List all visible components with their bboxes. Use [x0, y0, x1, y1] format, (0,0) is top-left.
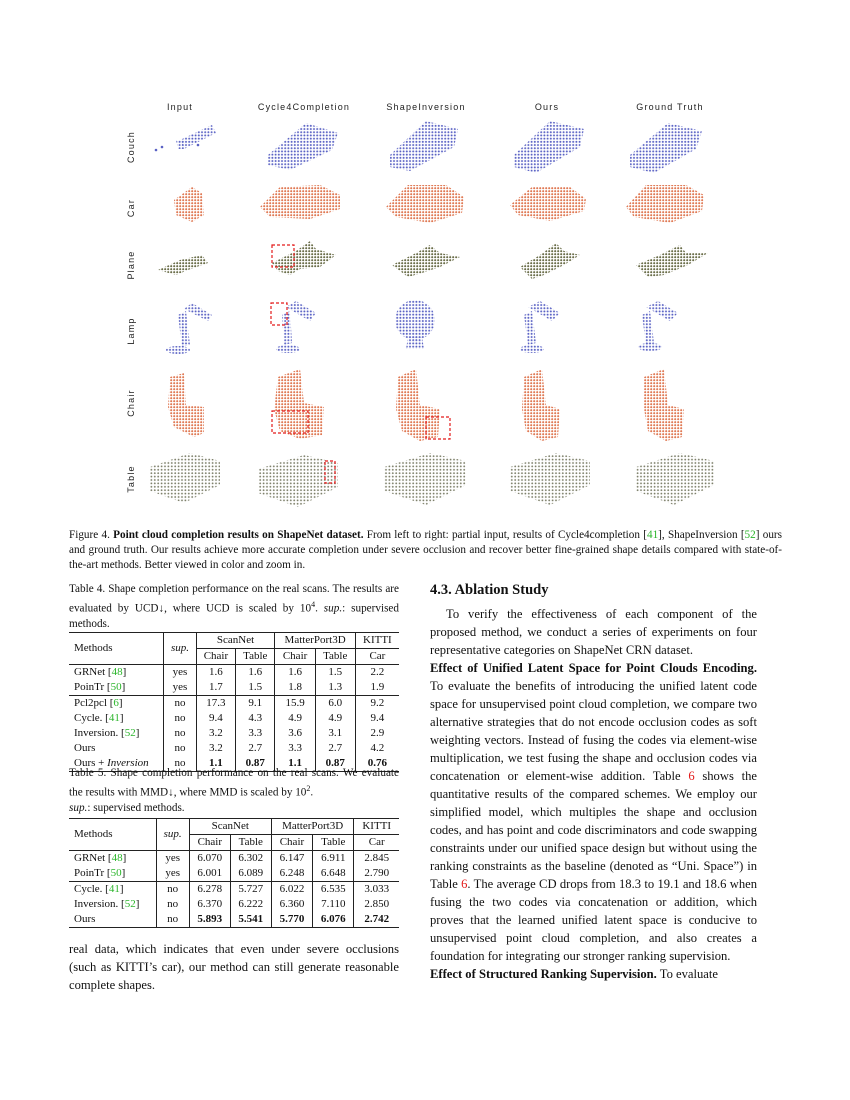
table-4: [69, 632, 399, 772]
method-name: PoinTr [: [74, 867, 111, 879]
table-cycle4completion-shape: [258, 455, 338, 507]
table-4-caption-text: Table 4. Shape completion performance on the real scans. The results are evaluated by UCD↓, where UCD is scaled by 10: [69, 583, 399, 615]
car-input-shape: [174, 187, 204, 222]
table-4-caption-text-2: .: [315, 602, 324, 615]
paragraph-text: To evaluate: [659, 967, 718, 981]
value-cell: 6.070: [189, 851, 230, 867]
plane-ground-truth-shape: [636, 245, 708, 277]
row-label-lamp: Lamp: [126, 317, 136, 345]
value-cell: 1.6: [236, 665, 275, 681]
value-cell: 9.2: [355, 696, 399, 712]
citation-link[interactable]: 41: [646, 529, 659, 541]
header-chair: Chair: [196, 649, 235, 665]
sup-cell: no: [164, 711, 196, 726]
table-5: [69, 818, 399, 928]
table-5-caption-text: Table 5. Shape completion performance on the real scans. We evaluate the results with MMD↓, where MMD is scaled by 10: [69, 767, 399, 799]
table-row: PoinTr [50] yes 1.7 1.5 1.8 1.3 1.9: [69, 680, 399, 696]
method-name: Pcl2pcl [: [74, 697, 114, 709]
lamp-row: [166, 300, 678, 354]
table-row: GRNet [48] yes 1.6 1.6 1.6 1.5 2.2: [69, 665, 399, 681]
plane-input-shape: [158, 255, 208, 275]
car-shapeinversion-shape: [386, 185, 464, 223]
paragraph-text: shows the quantitative results of the compared schemes. We employ our simplified model, which multiples the shape and occlusion codes, and has point and code discriminators and code swapping constraints under our unified space design but without using the ranking constraints as the baseline (denoted as “Uni. Space”) in Table: [430, 769, 757, 891]
table-4-caption-sup: sup.: [323, 602, 343, 615]
value-cell: 2.850: [354, 897, 399, 912]
table-5-caption-sup: sup.: [69, 801, 88, 814]
figure-caption: [69, 528, 782, 573]
header-car: Car: [354, 835, 399, 851]
value-cell: 6.535: [313, 882, 354, 898]
value-cell: 0.87: [236, 756, 275, 772]
figure-caption-text-3: ] ours and ground truth. Our results achieve more accurate completion under severe occlusion and recover better fine-grained shape details compared with state-of-the-art methods. Better viewed in color and zoom in.: [69, 529, 782, 571]
value-cell: 2.9: [355, 726, 399, 741]
sup-cell: no: [156, 912, 189, 928]
method-name: Ours: [69, 912, 156, 928]
value-cell: 3.033: [354, 882, 399, 898]
sup-cell: no: [164, 741, 196, 756]
section-paragraph-3: [430, 965, 757, 983]
plane-row: [158, 241, 708, 279]
row-label-chair: Chair: [126, 389, 136, 417]
value-cell: 5.727: [230, 882, 271, 898]
plane-shapeinversion-shape: [392, 245, 460, 277]
col-header-ours: Ours: [534, 102, 560, 112]
header-table: Table: [313, 835, 354, 851]
header-matterport3d: MatterPort3D: [271, 819, 354, 835]
value-cell: 9.1: [236, 696, 275, 712]
table-row: Inversion. [52] no 6.370 6.222 6.360 7.110 2.850: [69, 897, 399, 912]
sup-cell: yes: [164, 665, 196, 681]
method-name: Cycle. [: [74, 712, 109, 724]
chair-shapeinversion-shape: [396, 369, 440, 441]
value-cell: 1.6: [196, 665, 235, 681]
paragraph-text: To evaluate the benefits of introducing the unified latent code space for unsupervised point cloud completion, we compare two alternative strategies that do not encode occlusion codes as soft weighting vectors. Instead of fusing the codes via element-wise multiplication, we test fusing the shape and occlusion codes via concatenation or element-wise addition. Table: [430, 679, 757, 783]
section-title: 4.3. Ablation Study: [430, 582, 549, 598]
method-name-italic: Inversion: [107, 757, 149, 769]
citation-link[interactable]: 52: [124, 898, 136, 910]
header-sup: sup.: [164, 633, 196, 665]
lamp-ground-truth-shape: [638, 301, 678, 351]
couch-cycle4completion-shape: [268, 123, 338, 170]
value-cell: 6.360: [271, 897, 312, 912]
chair-row: [168, 369, 684, 441]
citation-link[interactable]: 41: [108, 883, 120, 895]
row-label-plane: Plane: [126, 250, 136, 280]
sup-cell: yes: [156, 851, 189, 867]
paragraph-heading: Effect of Structured Ranking Supervision.: [430, 967, 657, 981]
citation-link[interactable]: 41: [108, 712, 120, 724]
table-row: Cycle. [41] no 9.4 4.3 4.9 4.9 9.4: [69, 711, 399, 726]
value-cell: 2.845: [354, 851, 399, 867]
value-cell: 1.1: [196, 756, 235, 772]
citation-link[interactable]: 48: [111, 852, 123, 864]
value-cell: 6.222: [230, 897, 271, 912]
couch-row: [155, 121, 702, 173]
value-cell: 2.7: [315, 741, 355, 756]
sup-cell: no: [156, 882, 189, 898]
method-name: PoinTr [: [74, 681, 111, 693]
table-row: [69, 741, 399, 756]
lamp-ours-shape: [520, 301, 560, 353]
sup-cell: no: [164, 726, 196, 741]
left-column-paragraph: real data, which indicates that even under severe occlusions (such as KITTI’s car), our method can still generate reasonable complete shapes.: [69, 942, 399, 992]
table-5-caption-exponent: 2: [306, 784, 311, 793]
col-header-shapeinversion: ShapeInversion: [386, 102, 466, 112]
value-cell: 1.8: [275, 680, 315, 696]
couch-ours-shape: [514, 121, 584, 173]
header-methods: Methods: [69, 633, 164, 665]
value-cell: 1.7: [196, 680, 235, 696]
figure-caption-text-1: From left to right: partial input, results of Cycle4completion [: [366, 529, 647, 541]
figure-label: Figure 4.: [69, 529, 110, 541]
value-cell: 6.076: [313, 912, 354, 928]
lamp-input-shape: [166, 303, 212, 354]
citation-link[interactable]: 52: [124, 727, 136, 739]
value-cell: 6.370: [189, 897, 230, 912]
header-table: Table: [236, 649, 275, 665]
value-cell: 6.001: [189, 866, 230, 882]
col-header-input: Input: [166, 102, 194, 112]
value-cell: 3.2: [196, 741, 235, 756]
value-cell: 2.742: [354, 912, 399, 928]
value-cell: 6.248: [271, 866, 312, 882]
value-cell: 4.2: [355, 741, 399, 756]
table-5-caption-text-2: .: [310, 786, 314, 799]
value-cell: 7.110: [313, 897, 354, 912]
method-name: Ours +: [74, 757, 108, 769]
value-cell: 6.911: [313, 851, 354, 867]
header-chair: Chair: [271, 835, 312, 851]
value-cell: 4.9: [315, 711, 355, 726]
header-matterport3d: MatterPort3D: [275, 633, 355, 649]
table-row: Pcl2pcl [6] no 17.3 9.1 15.9 6.0 9.2: [69, 696, 399, 712]
value-cell: 6.648: [313, 866, 354, 882]
car-ground-truth-shape: [626, 185, 704, 223]
value-cell: 3.1: [315, 726, 355, 741]
sup-cell: yes: [156, 866, 189, 882]
header-kitti: KITTI: [355, 633, 399, 649]
header-table: Table: [230, 835, 271, 851]
value-cell: 0.76: [355, 756, 399, 772]
table-5-caption: [69, 766, 399, 816]
col-header-cycle4completion: Cycle4Completion: [257, 102, 351, 112]
row-label-couch: Couch: [126, 131, 136, 164]
couch-ground-truth-shape: [630, 123, 702, 173]
header-chair: Chair: [275, 649, 315, 665]
table-ground-truth-shape: [636, 453, 714, 505]
method-name: Inversion. [: [74, 898, 125, 910]
value-cell: 1.1: [275, 756, 315, 772]
couch-shapeinversion-shape: [390, 121, 458, 171]
chair-ours-shape: [522, 369, 560, 441]
value-cell: 5.893: [189, 912, 230, 928]
value-cell: 5.770: [271, 912, 312, 928]
row-label-car: Car: [126, 198, 136, 218]
table-row: GRNet [48] yes 6.070 6.302 6.147 6.911 2.845: [69, 851, 399, 867]
paragraph-text: . The average CD drops from 18.3 to 19.1 and 18.6 when fusing the two codes via concatenation or addition, which proves that the learned unified latent space is conducive to unsupervised point cloud completion, and also creates a foundation for integrating our stronger ranking supervision.: [430, 877, 757, 963]
table-ref-link[interactable]: 6: [688, 769, 695, 783]
header-methods: Methods: [69, 819, 156, 851]
car-ours-shape: [510, 187, 586, 221]
sup-cell: no: [164, 756, 196, 772]
method-name: Ours: [74, 742, 96, 754]
lamp-shapeinversion-shape: [395, 300, 435, 349]
value-cell: 9.4: [196, 711, 235, 726]
value-cell: 1.3: [315, 680, 355, 696]
car-row: [174, 185, 704, 223]
table-row: [69, 912, 399, 928]
header-table: Table: [315, 649, 355, 665]
header-scannet: ScanNet: [196, 633, 275, 649]
citation-link[interactable]: 52: [744, 529, 756, 541]
value-cell: 6.278: [189, 882, 230, 898]
value-cell: 4.3: [236, 711, 275, 726]
method-name: Cycle. [: [74, 883, 109, 895]
car-cycle4completion-shape: [260, 185, 340, 219]
method-name: GRNet [: [74, 666, 112, 678]
table-ours-shape: [510, 453, 590, 505]
sup-cell: no: [164, 696, 196, 712]
citation-link[interactable]: 6: [113, 697, 119, 709]
header-chair: Chair: [189, 835, 230, 851]
value-cell: 3.6: [275, 726, 315, 741]
value-cell: 2.790: [354, 866, 399, 882]
value-cell: 9.4: [355, 711, 399, 726]
header-kitti: KITTI: [354, 819, 399, 835]
table-ref-link[interactable]: 6: [461, 877, 468, 891]
table-4-caption-text-3: : supervised methods.: [69, 602, 399, 630]
chair-ground-truth-shape: [644, 369, 684, 441]
header-scannet: ScanNet: [189, 819, 271, 835]
citation-link[interactable]: 50: [110, 681, 122, 693]
plane-ours-shape: [520, 243, 580, 279]
value-cell: 4.9: [275, 711, 315, 726]
point-cloud-grid: [140, 115, 720, 515]
table-4-caption-exponent: 4: [311, 600, 316, 609]
method-name: GRNet [: [74, 852, 112, 864]
value-cell: 1.5: [315, 665, 355, 681]
value-cell: 1.6: [275, 665, 315, 681]
table-row-figure: [150, 453, 714, 507]
section-paragraph-1: To verify the effectiveness of each component of the proposed method, we conduct a series of experiments on four representative categories on ShapeNet CRN dataset.: [430, 607, 757, 657]
right-column: [430, 582, 757, 983]
value-cell: 6.089: [230, 866, 271, 882]
sup-cell: yes: [164, 680, 196, 696]
value-cell: 1.5: [236, 680, 275, 696]
value-cell: 6.147: [271, 851, 312, 867]
value-cell: 2.2: [355, 665, 399, 681]
value-cell: 3.3: [236, 726, 275, 741]
value-cell: 6.0: [315, 696, 355, 712]
value-cell: 3.2: [196, 726, 235, 741]
table-4-caption: [69, 582, 399, 632]
header-car: Car: [355, 649, 399, 665]
value-cell: 3.3: [275, 741, 315, 756]
chair-cycle4completion-shape: [274, 369, 324, 439]
citation-link[interactable]: 50: [110, 867, 122, 879]
paragraph-heading: Effect of Unified Latent Space for Point Clouds Encoding.: [430, 661, 757, 675]
value-cell: 6.302: [230, 851, 271, 867]
value-cell: 0.87: [315, 756, 355, 772]
figure-caption-text-2: ], ShapeInversion [: [658, 529, 745, 541]
row-label-table: Table: [126, 465, 136, 493]
value-cell: 2.7: [236, 741, 275, 756]
table-row: PoinTr [50] yes 6.001 6.089 6.248 6.648 2.790: [69, 866, 399, 882]
col-header-ground-truth: Ground Truth: [636, 102, 704, 112]
citation-link[interactable]: 48: [111, 666, 123, 678]
value-cell: 6.022: [271, 882, 312, 898]
table-shapeinversion-shape: [384, 453, 466, 505]
table-5-caption-text-3: : supervised methods.: [87, 801, 185, 814]
lamp-cycle4completion-shape: [276, 301, 316, 353]
table-input-shape: [150, 453, 220, 503]
plane-cycle4completion-shape: [272, 241, 336, 275]
couch-input-shape: [155, 125, 216, 151]
table-row: Inversion. [52] no 3.2 3.3 3.6 3.1 2.9: [69, 726, 399, 741]
value-cell: 17.3: [196, 696, 235, 712]
value-cell: 1.9: [355, 680, 399, 696]
sup-cell: no: [156, 897, 189, 912]
chair-input-shape: [168, 373, 204, 437]
section-paragraph-2: [430, 659, 757, 965]
value-cell: 5.541: [230, 912, 271, 928]
table-row: Cycle. [41] no 6.278 5.727 6.022 6.535 3.033: [69, 882, 399, 898]
value-cell: 15.9: [275, 696, 315, 712]
figure-caption-title: Point cloud completion results on ShapeNet dataset.: [113, 529, 364, 541]
method-name: Inversion. [: [74, 727, 125, 739]
header-sup: sup.: [156, 819, 189, 851]
